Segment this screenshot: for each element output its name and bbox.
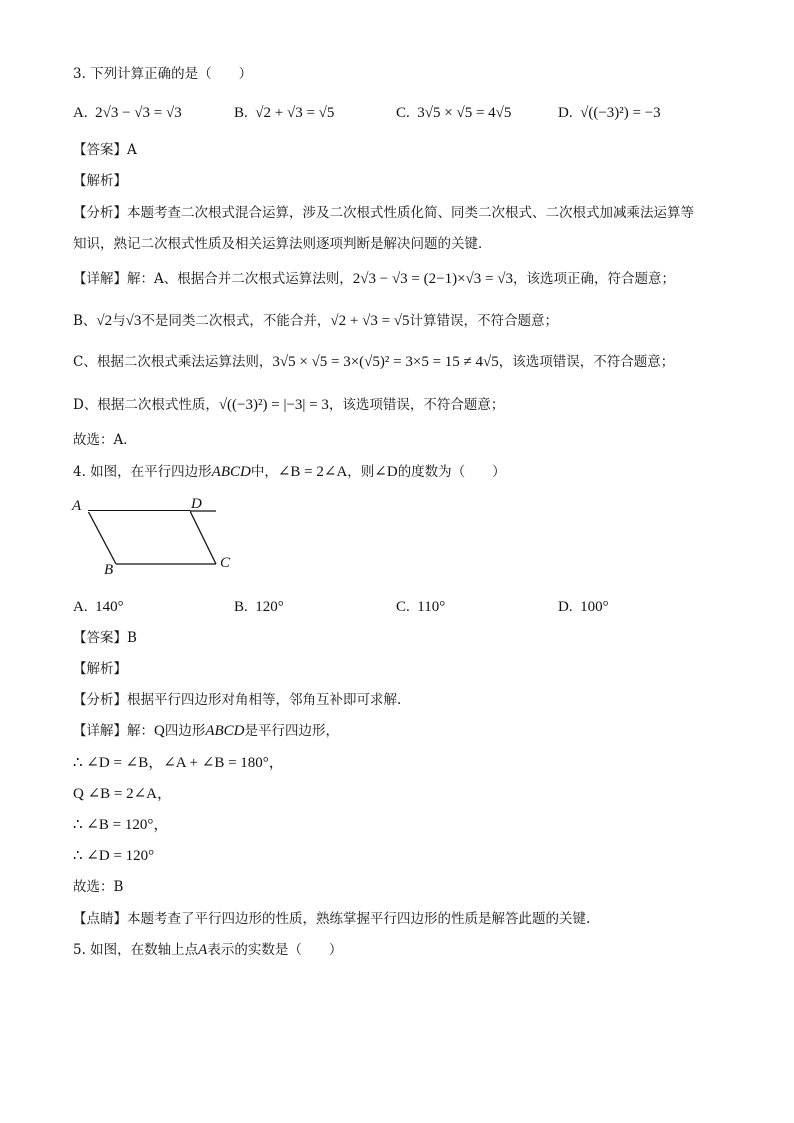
side-dc [190, 511, 216, 564]
q4-option-b [234, 597, 284, 617]
option-label: C. [396, 105, 410, 121]
text: 5. 如图，在数轴上点 [73, 942, 199, 958]
q3-option-c [396, 103, 511, 123]
q4-step-3: ∴ ∠B = 120°， [73, 817, 169, 833]
option-label: B. [234, 599, 248, 615]
q4-detail [73, 721, 339, 741]
option-expression: 3√5 × √5 = 4√5 [417, 105, 512, 121]
option-label: D. [558, 105, 573, 121]
text: 与 [112, 313, 126, 329]
q3-analysis-header: 【解析】 [73, 173, 127, 189]
option-expression: 2√3 − √3 = √3 [95, 105, 182, 121]
q3-fenxi-line1: 【分析】本题考查二次根式混合运算，涉及二次根式性质化简、同类二次根式、二次根式加减乘法运算等 [73, 205, 694, 221]
text: 【详解】解： [73, 723, 154, 739]
text: 【详解】解：A、根据合并二次根式运算法则， [73, 271, 353, 287]
math-expression: √2 + √3 = √5 [330, 313, 410, 329]
option-label: B. [234, 105, 248, 121]
q3-detail-b [73, 311, 558, 331]
math-expression: √((−3)²) = |−3| = 3 [218, 397, 329, 413]
text: 计算错误，不符合题意； [409, 313, 559, 329]
text: 4. 如图，在平行四边形 [73, 464, 212, 480]
q3-option-b [234, 103, 334, 123]
q3-stem: 3. 下列计算正确的是（ ） [73, 66, 253, 82]
text: ，则 [347, 464, 375, 480]
q4-option-d [558, 597, 609, 617]
option-value: 100° [580, 599, 609, 615]
q3-option-a [73, 103, 182, 123]
option-expression: √2 + √3 = √5 [255, 105, 335, 121]
math-variable: ABCD [211, 464, 251, 480]
option-label: A. [73, 599, 88, 615]
text: D、根据二次根式性质， [73, 397, 219, 413]
option-value: 110° [417, 599, 446, 615]
q3-answer: 【答案】A [73, 142, 137, 158]
mask [87, 511, 190, 512]
math-expression: √3 [125, 313, 142, 329]
text: 表示的实数是（ ） [207, 942, 343, 958]
text: C、根据二次根式乘法运算法则， [73, 354, 273, 370]
q4-stem [73, 462, 506, 482]
text: 的度数为（ ） [397, 464, 506, 480]
q3-option-d [558, 103, 661, 123]
q3-fenxi-line2: 知识，熟记二次根式性质及相关运算法则逐项判断是解决问题的关键． [73, 236, 492, 252]
text: B、 [73, 313, 97, 329]
option-value: 120° [255, 599, 284, 615]
vertex-label-c: C [220, 555, 231, 571]
q3-detail-a [73, 269, 675, 289]
option-label: A. [73, 105, 88, 121]
text: 不是同类二次根式，不能合并， [141, 313, 331, 329]
q4-step-4: ∴ ∠D = 120° [73, 848, 155, 864]
text: ，该选项错误，不符合题意； [328, 397, 505, 413]
vertex-label-d: D [191, 496, 202, 512]
option-expression: √((−3)²) = −3 [580, 105, 661, 121]
q3-conclusion: 故选：A． [73, 432, 137, 448]
text: 是平行四边形， [244, 723, 340, 739]
math-expression: √2 [96, 313, 113, 329]
option-label: D. [558, 599, 573, 615]
q4-fenxi: 【分析】根据平行四边形对角相等，邻角互补即可求解. [73, 692, 402, 708]
text: 四边形 [164, 723, 206, 739]
parallelogram-side-cd [70, 494, 270, 584]
q4-option-c [396, 597, 445, 617]
q4-option-a [73, 597, 124, 617]
math-variable: A [198, 942, 208, 958]
q5-stem [73, 940, 342, 960]
q4-step-2: Q ∠B = 2∠A， [73, 786, 173, 802]
side-ad-line [88, 510, 190, 511]
text: ，该选项错误，不符合题意； [498, 354, 675, 370]
math-expression: 2√3 − √3 = (2−1)×√3 = √3 [352, 271, 513, 287]
vertex-label-b: B [104, 562, 114, 578]
math-expression: ∠D [374, 464, 398, 480]
text: 中， [250, 464, 278, 480]
text: ，该选项正确，符合题意； [512, 271, 675, 287]
math-variable: ABCD [205, 723, 245, 739]
q4-analysis-header: 【解析】 [73, 661, 127, 677]
q3-detail-c [73, 352, 674, 372]
because-symbol: Q [154, 723, 165, 739]
vertex-label-a: A [72, 498, 82, 514]
option-label: C. [396, 599, 410, 615]
q3-detail-d [73, 395, 504, 415]
math-expression: ∠B = 2∠A [277, 464, 348, 480]
option-value: 140° [95, 599, 124, 615]
q4-dianjing: 【点睛】本题考查了平行四边形的性质，熟练掌握平行四边形的性质是解答此题的关键. [73, 911, 591, 927]
math-expression: 3√5 × √5 = 3×(√5)² = 3×5 = 15 ≠ 4√5 [272, 354, 499, 370]
q4-step-1: ∴ ∠D = ∠B，∠A + ∠B = 180°， [73, 755, 284, 771]
q4-conclusion: 故选：B [73, 879, 124, 895]
q4-answer: 【答案】B [73, 630, 137, 646]
